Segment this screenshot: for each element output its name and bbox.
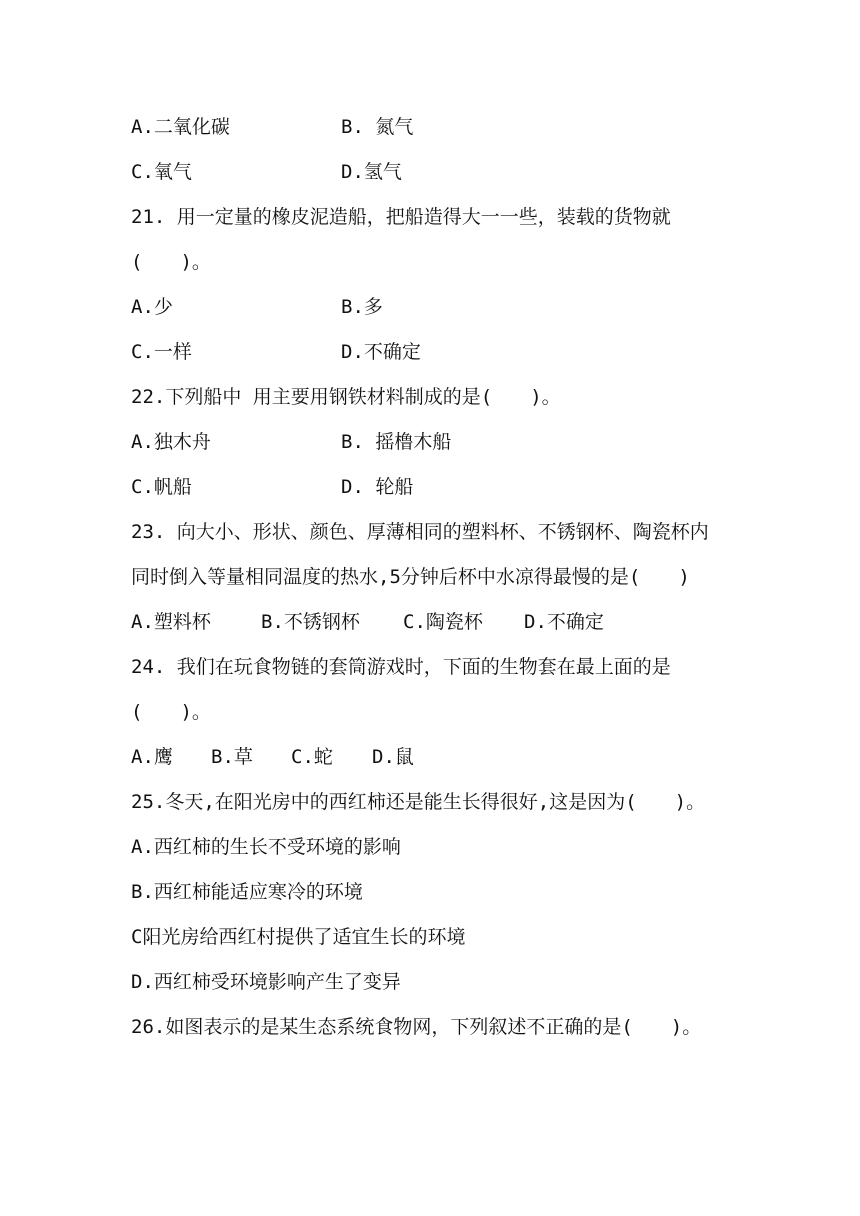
q21-option-a: A.少	[131, 296, 173, 318]
q21-option-d: D.不确定	[341, 341, 421, 363]
q23-option-b: B.不锈钢杯	[261, 611, 360, 633]
q23-stem-line2: 同时倒入等量相同温度的热水,5分钟后杯中水凉得最慢的是( )	[131, 566, 690, 588]
q20-option-c: C.氧气	[131, 161, 192, 183]
q25-option-c: C阳光房给西红村提供了适宜生长的环境	[131, 926, 466, 948]
q25-option-a: A.西红柿的生长不受环境的影响	[131, 836, 401, 858]
q21-option-c: C.一样	[131, 341, 192, 363]
q20-option-d: D.氢气	[341, 161, 402, 183]
q23-option-d: D.不确定	[524, 611, 604, 633]
q24-option-d: D.鼠	[372, 746, 414, 768]
q21-stem-line1: 21. 用一定量的橡皮泥造船，把船造得大一一些，装载的货物就	[131, 206, 671, 228]
q25-stem: 25.冬天,在阳光房中的西红柿还是能生长得很好,这是因为( )。	[131, 791, 706, 813]
q25-option-b: B.西红柿能适应寒冷的环境	[131, 881, 363, 903]
q20-option-b: B. 氮气	[341, 116, 414, 138]
q26-stem: 26.如图表示的是某生态系统食物网，下列叙述不正确的是( )。	[131, 1016, 702, 1038]
q24-stem-line2: ( )。	[131, 701, 211, 723]
q22-stem: 22.下列船中 用主要用钢铁材料制成的是( )。	[131, 386, 561, 408]
q24-option-a: A.鹰	[131, 746, 173, 768]
q24-option-b: B.草	[211, 746, 253, 768]
q23-stem-line1: 23. 向大小、形状、颜色、厚薄相同的塑料杯、不锈钢杯、陶瓷杯内	[131, 521, 709, 543]
q25-option-d: D.西红柿受环境影响产生了变异	[131, 971, 401, 993]
q20-option-a: A.二氧化碳	[131, 116, 230, 138]
q21-option-b: B.多	[341, 296, 383, 318]
q22-option-d: D. 轮船	[341, 476, 414, 498]
q24-option-c: C.蛇	[291, 746, 333, 768]
q23-option-a: A.塑料杯	[131, 611, 211, 633]
q23-option-c: C.陶瓷杯	[403, 611, 483, 633]
q21-stem-line2: ( )。	[131, 251, 211, 273]
q22-option-c: C.帆船	[131, 476, 192, 498]
q24-stem-line1: 24. 我们在玩食物链的套筒游戏时，下面的生物套在最上面的是	[131, 656, 671, 678]
q22-option-a: A.独木舟	[131, 431, 211, 453]
q22-option-b: B. 摇橹木船	[341, 431, 452, 453]
